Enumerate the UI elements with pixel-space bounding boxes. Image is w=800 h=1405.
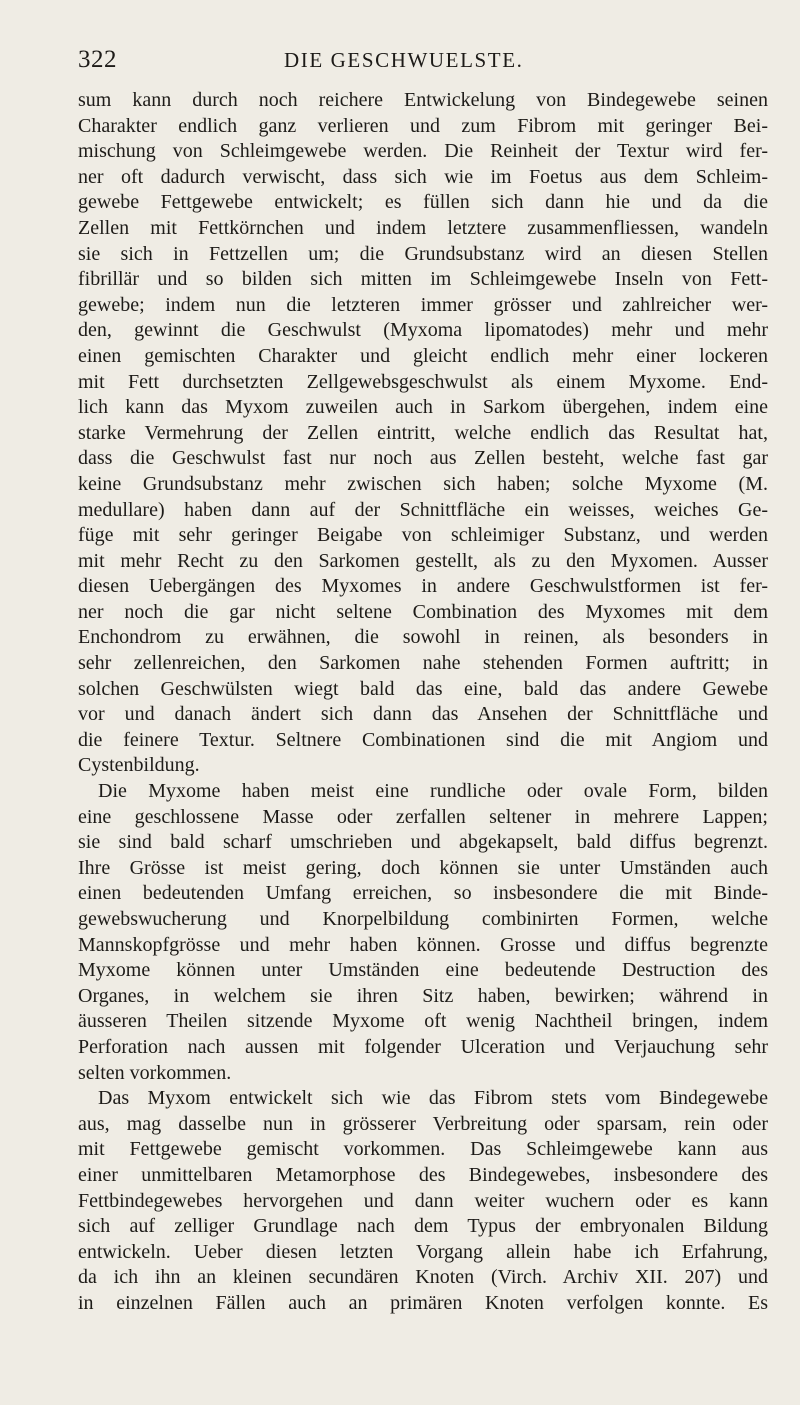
text-line: entwickeln. Ueber diesen letzten Vorgang allein habe ich Erfahrung, <box>78 1240 768 1263</box>
text-line: medullare) haben dann auf der Schnittfläche ein weisses, weiches Ge- <box>78 498 768 521</box>
text-line: Enchondrom zu erwähnen, die sowohl in reinen, als besonders in <box>78 626 768 649</box>
text-line: mit mehr Recht zu den Sarkomen gestellt, als zu den Myxomen. Ausser <box>78 549 768 572</box>
text-line: sie sich in Fettzellen um; die Grundsubstanz wird an diesen Stellen <box>78 242 768 265</box>
page-header <box>78 46 768 76</box>
text-line: Charakter endlich ganz verlieren und zum Fibrom mit geringer Bei- <box>78 114 768 137</box>
text-line: Myxome können unter Umständen eine bedeutende Destruction des <box>78 959 768 982</box>
text-line: vor und danach ändert sich dann das Ansehen der Schnittfläche und <box>78 703 768 726</box>
text-line: lich kann das Myxom zuweilen auch in Sarkom übergehen, indem eine <box>78 396 768 419</box>
text-line: diesen Uebergängen des Myxomes in andere Geschwulstformen ist fer- <box>78 575 768 598</box>
text-line: sum kann durch noch reichere Entwickelung von Bindegewebe seinen <box>78 89 768 111</box>
text-line: ner noch die gar nicht seltene Combination des Myxomes mit dem <box>78 600 768 623</box>
text-line: die feinere Textur. Seltnere Combinationen sind die mit Angiom und <box>78 728 768 751</box>
text-line: gewebe Fettgewebe entwickelt; es füllen sich dann hie und da die <box>78 191 768 214</box>
text-line: eine geschlossene Masse oder zerfallen seltener in mehrere Lappen; <box>78 805 768 828</box>
text-line: äusseren Theilen sitzende Myxome oft wenig Nachtheil bringen, indem <box>78 1010 768 1033</box>
text-line: Cystenbildung. <box>78 754 200 777</box>
body-text <box>78 88 768 1317</box>
text-line: füge mit sehr geringer Beigabe von schleimiger Substanz, und werden <box>78 524 768 547</box>
page-number: 322 <box>78 46 117 73</box>
text-line: mit Fett durchsetzten Zellgewebsgeschwulst als einem Myxome. End- <box>78 370 768 393</box>
text-line: einer unmittelbaren Metamorphose des Bindegewebes, insbesondere des <box>78 1163 768 1186</box>
text-line: den, gewinnt die Geschwulst (Myxoma lipomatodes) mehr und mehr <box>78 319 768 342</box>
text-line: starke Vermehrung der Zellen eintritt, welche endlich das Resultat hat, <box>78 421 768 444</box>
text-line: mischung von Schleimgewebe werden. Die Reinheit der Textur wird fer- <box>78 140 768 163</box>
text-line: keine Grundsubstanz mehr zwischen sich haben; solche Myxome (M. <box>78 472 768 495</box>
text-line: Zellen mit Fettkörnchen und indem letztere zusammenfliessen, wandeln <box>78 216 768 239</box>
text-line: Das Myxom entwickelt sich wie das Fibrom stets vom Bindegewebe <box>98 1087 768 1110</box>
text-line: Organes, in welchem sie ihren Sitz haben, bewirken; während in <box>78 984 768 1007</box>
text-line: ner oft dadurch verwischt, dass sich wie im Foetus aus dem Schleim- <box>78 165 768 188</box>
text-line: sie sind bald scharf umschrieben und abgekapselt, bald diffus begrenzt. <box>78 831 768 854</box>
text-line: Die Myxome haben meist eine rundliche oder ovale Form, bilden <box>98 780 768 803</box>
text-line: gewebe; indem nun die letzteren immer grösser und zahlreicher wer- <box>78 293 768 316</box>
text-line: Mannskopfgrösse und mehr haben können. Grosse und diffus begrenzte <box>78 933 768 956</box>
text-line: solchen Geschwülsten wiegt bald das eine, bald das andere Gewebe <box>78 677 768 700</box>
text-line: dass die Geschwulst fast nur noch aus Zellen besteht, welche fast gar <box>78 447 768 470</box>
text-line: gewebswucherung und Knorpelbildung combinirten Formen, welche <box>78 908 768 930</box>
text-line: da ich ihn an kleinen secundären Knoten (Virch. Archiv XII. 207) und <box>78 1266 768 1289</box>
text-line: einen bedeutenden Umfang erreichen, so insbesondere die mit Binde- <box>78 882 768 905</box>
text-line: mit Fettgewebe gemischt vorkommen. Das Schleimgewebe kann aus <box>78 1138 768 1161</box>
text-line: selten vorkommen. <box>78 1061 232 1084</box>
text-line: aus, mag dasselbe nun in grösserer Verbreitung oder sparsam, rein oder <box>78 1112 768 1135</box>
text-line: fibrillär und so bilden sich mitten im Schleimgewebe Inseln von Fett- <box>78 268 768 291</box>
text-line: Fettbindegewebes hervorgehen und dann weiter wuchern oder es kann <box>78 1189 768 1212</box>
text-line: sehr zellenreichen, den Sarkomen nahe stehenden Formen auftritt; in <box>78 652 768 675</box>
text-line: einen gemischten Charakter und gleicht endlich mehr einer lockeren <box>78 344 768 367</box>
text-line: sich auf zelliger Grundlage nach dem Typus der embryonalen Bildung <box>78 1215 768 1238</box>
text-line: Ihre Grösse ist meist gering, doch können sie unter Umständen auch <box>78 856 768 879</box>
running-title: DIE GESCHWUELSTE. <box>284 48 524 72</box>
text-line: in einzelnen Fällen auch an primären Knoten verfolgen konnte. Es <box>78 1291 768 1314</box>
text-line: Perforation nach aussen mit folgender Ulceration und Verjauchung sehr <box>78 1035 768 1058</box>
